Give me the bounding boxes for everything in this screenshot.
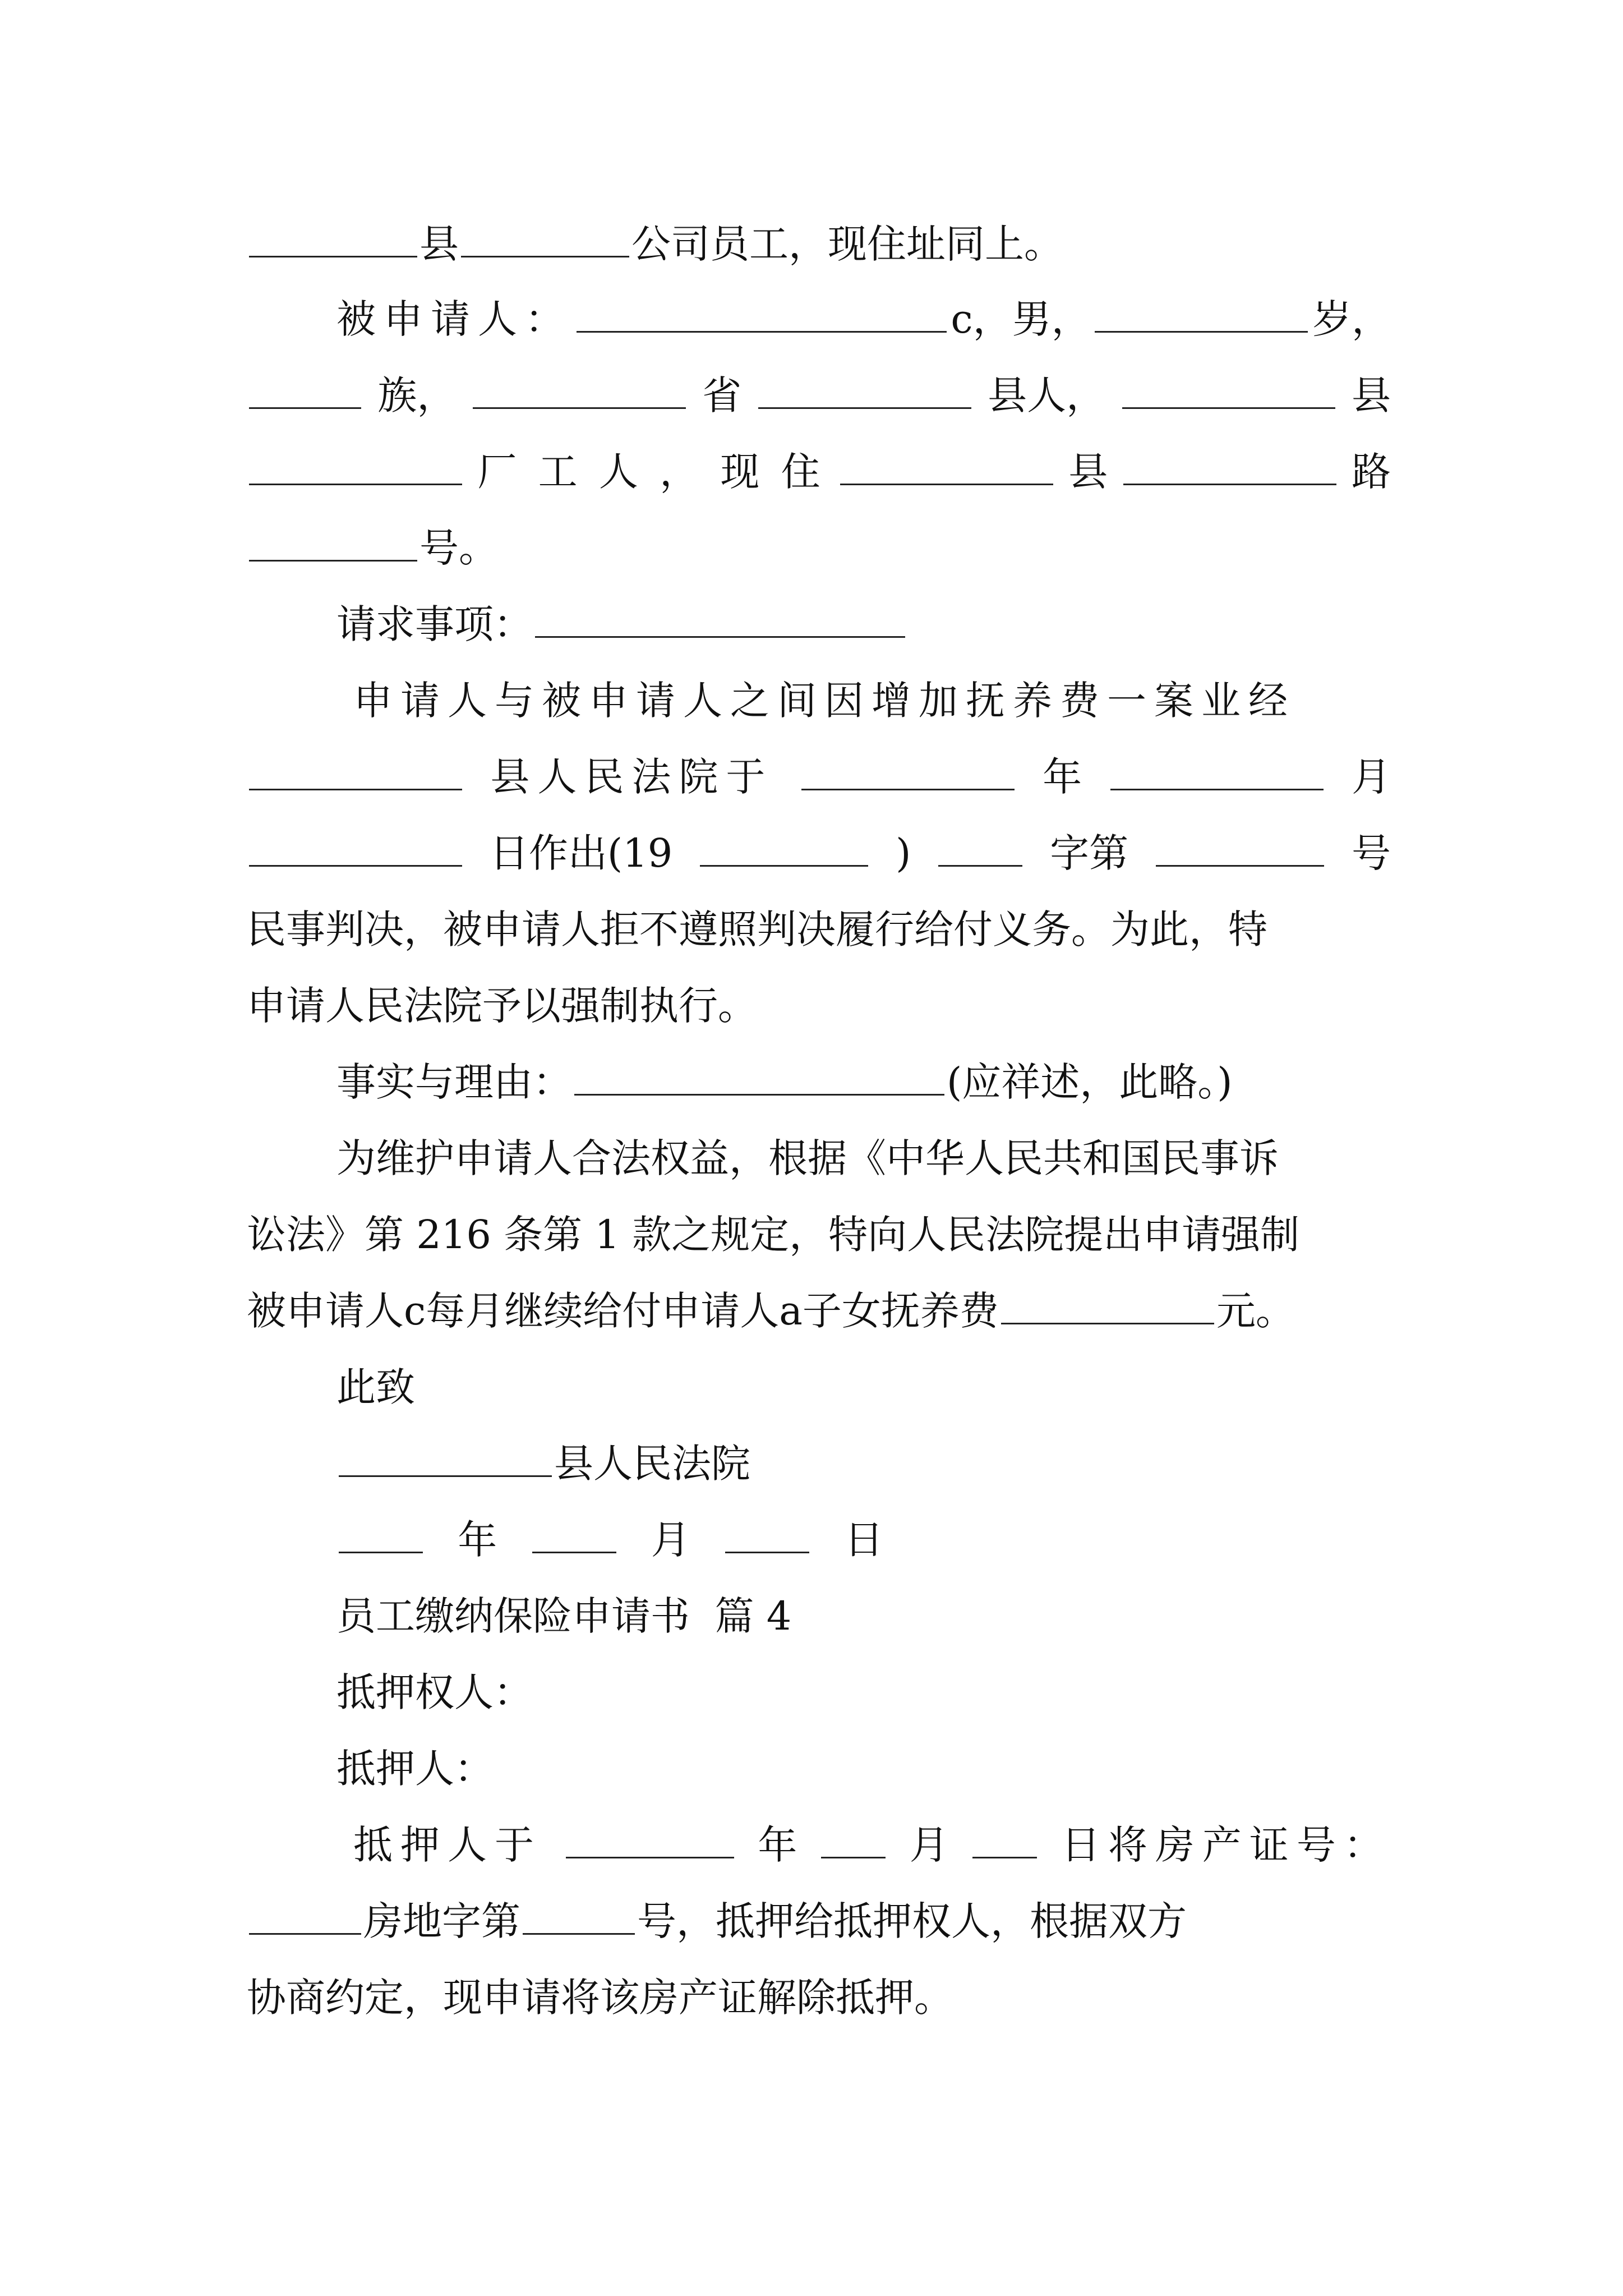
fill-blank <box>821 1818 886 1858</box>
line-text: 月 <box>651 1517 690 1563</box>
fill-blank <box>725 1512 809 1553</box>
fill-blank <box>249 826 462 867</box>
text-line <box>247 1204 1391 1266</box>
line-text: 号。 <box>419 525 498 571</box>
line-text: 县人民法院于 <box>490 754 773 800</box>
line-text: 县人民法院 <box>554 1441 750 1487</box>
line-text: 日 <box>844 1517 884 1563</box>
fill-blank <box>1123 444 1336 485</box>
fill-blank <box>339 1436 552 1477</box>
text-line <box>353 1814 1391 1876</box>
line-text: 字第 <box>1050 830 1129 876</box>
line-text: 抵押人于 <box>353 1822 542 1868</box>
line-text: 日作出(19 <box>489 830 673 876</box>
line-text: 请求事项： <box>336 601 533 647</box>
line-text: 公司员工，现住址同上。 <box>631 221 1063 267</box>
fill-blank <box>840 444 1053 485</box>
line-text: 抵押权人： <box>336 1669 533 1715</box>
line-text: 事实与理由： <box>336 1059 572 1105</box>
line-text: 号 <box>1351 830 1391 876</box>
text-line <box>336 288 1391 350</box>
fill-blank <box>249 444 462 485</box>
line-text: 月 <box>1351 754 1391 800</box>
fill-blank <box>473 368 686 409</box>
text-line <box>247 517 1391 579</box>
text-line <box>336 1509 1391 1571</box>
fill-blank <box>249 521 417 562</box>
text-line <box>247 822 1391 884</box>
fill-blank <box>1156 826 1324 867</box>
line-text: 民事判决，被申请人拒不遵照判决履行给付义务。为此，特 <box>247 907 1267 953</box>
fill-blank <box>523 1894 635 1935</box>
line-text: 申请人与被申请人之间因增加抚养费一案业经 <box>353 678 1295 724</box>
line-text: (应祥述，此略。) <box>947 1059 1233 1105</box>
line-text: 县 <box>419 221 459 267</box>
line-text: 房地字第 <box>363 1898 520 1944</box>
fill-blank <box>577 292 947 333</box>
fill-blank <box>972 1818 1037 1858</box>
line-text: 路 <box>1351 449 1391 495</box>
section-heading <box>336 1585 1391 1647</box>
fill-blank <box>938 826 1022 867</box>
fill-blank <box>249 368 361 409</box>
line-text: 岁， <box>1312 296 1391 342</box>
line-text: 号，抵押给抵押权人，根据双方 <box>637 1898 1187 1944</box>
fill-blank <box>339 1512 423 1553</box>
line-text: 被申请人： <box>336 296 572 342</box>
fill-blank <box>461 217 629 257</box>
line-text: 年 <box>458 1517 497 1563</box>
text-line <box>247 365 1391 426</box>
line-text: 年 <box>758 1822 797 1868</box>
line-text: 月 <box>909 1822 949 1868</box>
text-line <box>247 213 1391 275</box>
text-line <box>336 1738 1391 1800</box>
text-line <box>336 1356 1391 1418</box>
line-text: 省 <box>702 372 742 418</box>
line-text: 族， <box>377 372 457 418</box>
fill-blank <box>700 826 868 867</box>
line-text: 此致 <box>336 1364 415 1410</box>
fill-blank <box>566 1818 734 1858</box>
text-line <box>336 593 1391 655</box>
text-line <box>336 1128 1391 1189</box>
text-line <box>336 1433 1391 1494</box>
line-text: 为维护申请人合法权益，根据《中华人民共和国民事诉 <box>336 1135 1279 1181</box>
fill-blank <box>1110 749 1324 790</box>
text-line <box>247 441 1391 503</box>
line-text: c，男， <box>951 296 1091 342</box>
text-line <box>247 1280 1391 1342</box>
text-line <box>247 899 1391 960</box>
text-line <box>247 746 1391 808</box>
fill-blank <box>1122 368 1335 409</box>
line-text: 日将房产证号： <box>1061 1822 1391 1868</box>
line-text: 申请人民法院予以强制执行。 <box>247 983 757 1029</box>
fill-blank <box>249 749 462 790</box>
line-text: 县 <box>1351 372 1391 418</box>
text-line <box>247 1890 1391 1952</box>
line-text: 员工缴纳保险申请书 篇 4 <box>336 1593 792 1639</box>
line-text: 讼法》第 216 条第 1 款之规定，特向人民法院提出申请强制 <box>247 1212 1300 1258</box>
fill-blank <box>535 597 905 638</box>
line-text: 协商约定，现申请将该房产证解除抵押。 <box>247 1975 953 2021</box>
fill-blank <box>574 1055 944 1096</box>
line-text: 年 <box>1043 754 1082 800</box>
fill-blank <box>1001 1283 1214 1324</box>
fill-blank <box>801 749 1015 790</box>
line-text: 县 <box>1068 449 1108 495</box>
text-line <box>336 1051 1391 1113</box>
line-text: ) <box>896 830 911 876</box>
text-line <box>353 670 1408 731</box>
line-text: 厂 工 人 ， 现 住 <box>477 449 825 495</box>
fill-blank <box>758 368 971 409</box>
text-line <box>336 1662 1391 1723</box>
line-text: 元。 <box>1216 1288 1295 1334</box>
text-line <box>247 975 1391 1037</box>
line-text: 县人， <box>988 372 1106 418</box>
text-line <box>247 1967 1391 2028</box>
fill-blank <box>532 1512 616 1553</box>
fill-blank <box>249 1894 361 1935</box>
fill-blank <box>249 217 417 257</box>
line-text: 被申请人c每月继续给付申请人a子女抚养费 <box>247 1288 999 1334</box>
fill-blank <box>1095 292 1308 333</box>
line-text: 抵押人： <box>336 1746 494 1792</box>
